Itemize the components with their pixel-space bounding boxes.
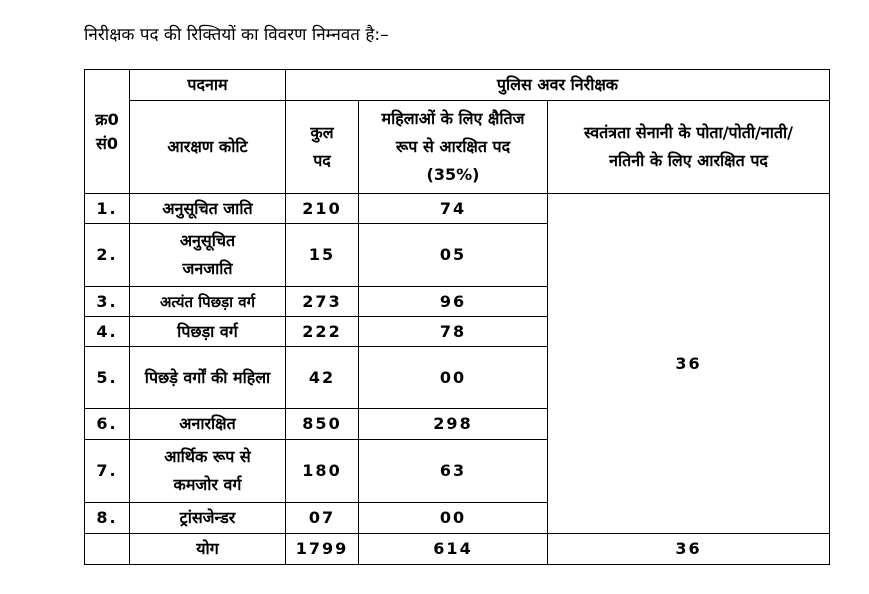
category-header: आरक्षण कोटि xyxy=(130,101,286,194)
serial-number: 7. xyxy=(85,440,130,503)
category-name: अनुसूचित जाति xyxy=(130,194,286,224)
serial-number: 4. xyxy=(85,317,130,347)
total-posts-value: 273 xyxy=(286,287,359,317)
post-name-header: पदनाम xyxy=(130,70,286,101)
serial-number: 1. xyxy=(85,194,130,224)
women-reserved-header: महिलाओं के लिए क्षैतिज रूप से आरक्षित पद (35%) xyxy=(359,101,548,194)
women-reserved-value: 63 xyxy=(359,440,548,503)
freedom-fighter-value: 36 xyxy=(548,194,830,534)
total-row xyxy=(85,534,830,565)
vacancy-table xyxy=(84,69,830,565)
total-posts-value: 07 xyxy=(286,503,359,534)
serial-number: 5. xyxy=(85,347,130,409)
category-name: आर्थिक रूप से कमजोर वर्ग xyxy=(130,440,286,503)
women-reserved-value: 96 xyxy=(359,287,548,317)
total-posts-value: 222 xyxy=(286,317,359,347)
women-reserved-value: 00 xyxy=(359,503,548,534)
total-posts-value: 180 xyxy=(286,440,359,503)
post-title-header: पुलिस अवर निरीक्षक xyxy=(286,70,830,101)
category-name: ट्रांसजेन्डर xyxy=(130,503,286,534)
page-heading: निरीक्षक पद की रिक्तियों का विवरण निम्नवत है:– xyxy=(84,25,389,45)
women-reserved-value: 00 xyxy=(359,347,548,409)
category-name: अनारक्षित xyxy=(130,409,286,440)
serial-number: 8. xyxy=(85,503,130,534)
total-label: योग xyxy=(130,534,286,565)
table-row xyxy=(85,194,830,224)
total-row-serial xyxy=(85,534,130,565)
category-name: पिछड़े वर्गों की महिला xyxy=(130,347,286,409)
total-posts-value: 210 xyxy=(286,194,359,224)
grand-total-women: 614 xyxy=(359,534,548,565)
serial-number: 3. xyxy=(85,287,130,317)
women-reserved-value: 78 xyxy=(359,317,548,347)
freedom-fighter-header: स्वतंत्रता सेनानी के पोता/पोती/नाती/नतिनी के लिए आरक्षित पद xyxy=(548,101,830,194)
grand-total-posts: 1799 xyxy=(286,534,359,565)
category-name: अनुसूचित जनजाति xyxy=(130,224,286,287)
women-reserved-value: 05 xyxy=(359,224,548,287)
category-name: अत्यंत पिछड़ा वर्ग xyxy=(130,287,286,317)
total-posts-header: कुल पद xyxy=(286,101,359,194)
total-posts-value: 42 xyxy=(286,347,359,409)
serial-header: क्र0 सं0 xyxy=(85,70,130,194)
total-posts-value: 15 xyxy=(286,224,359,287)
serial-number: 2. xyxy=(85,224,130,287)
category-name: पिछड़ा वर्ग xyxy=(130,317,286,347)
women-reserved-value: 298 xyxy=(359,409,548,440)
grand-total-freedom: 36 xyxy=(548,534,830,565)
women-reserved-value: 74 xyxy=(359,194,548,224)
serial-number: 6. xyxy=(85,409,130,440)
total-posts-value: 850 xyxy=(286,409,359,440)
